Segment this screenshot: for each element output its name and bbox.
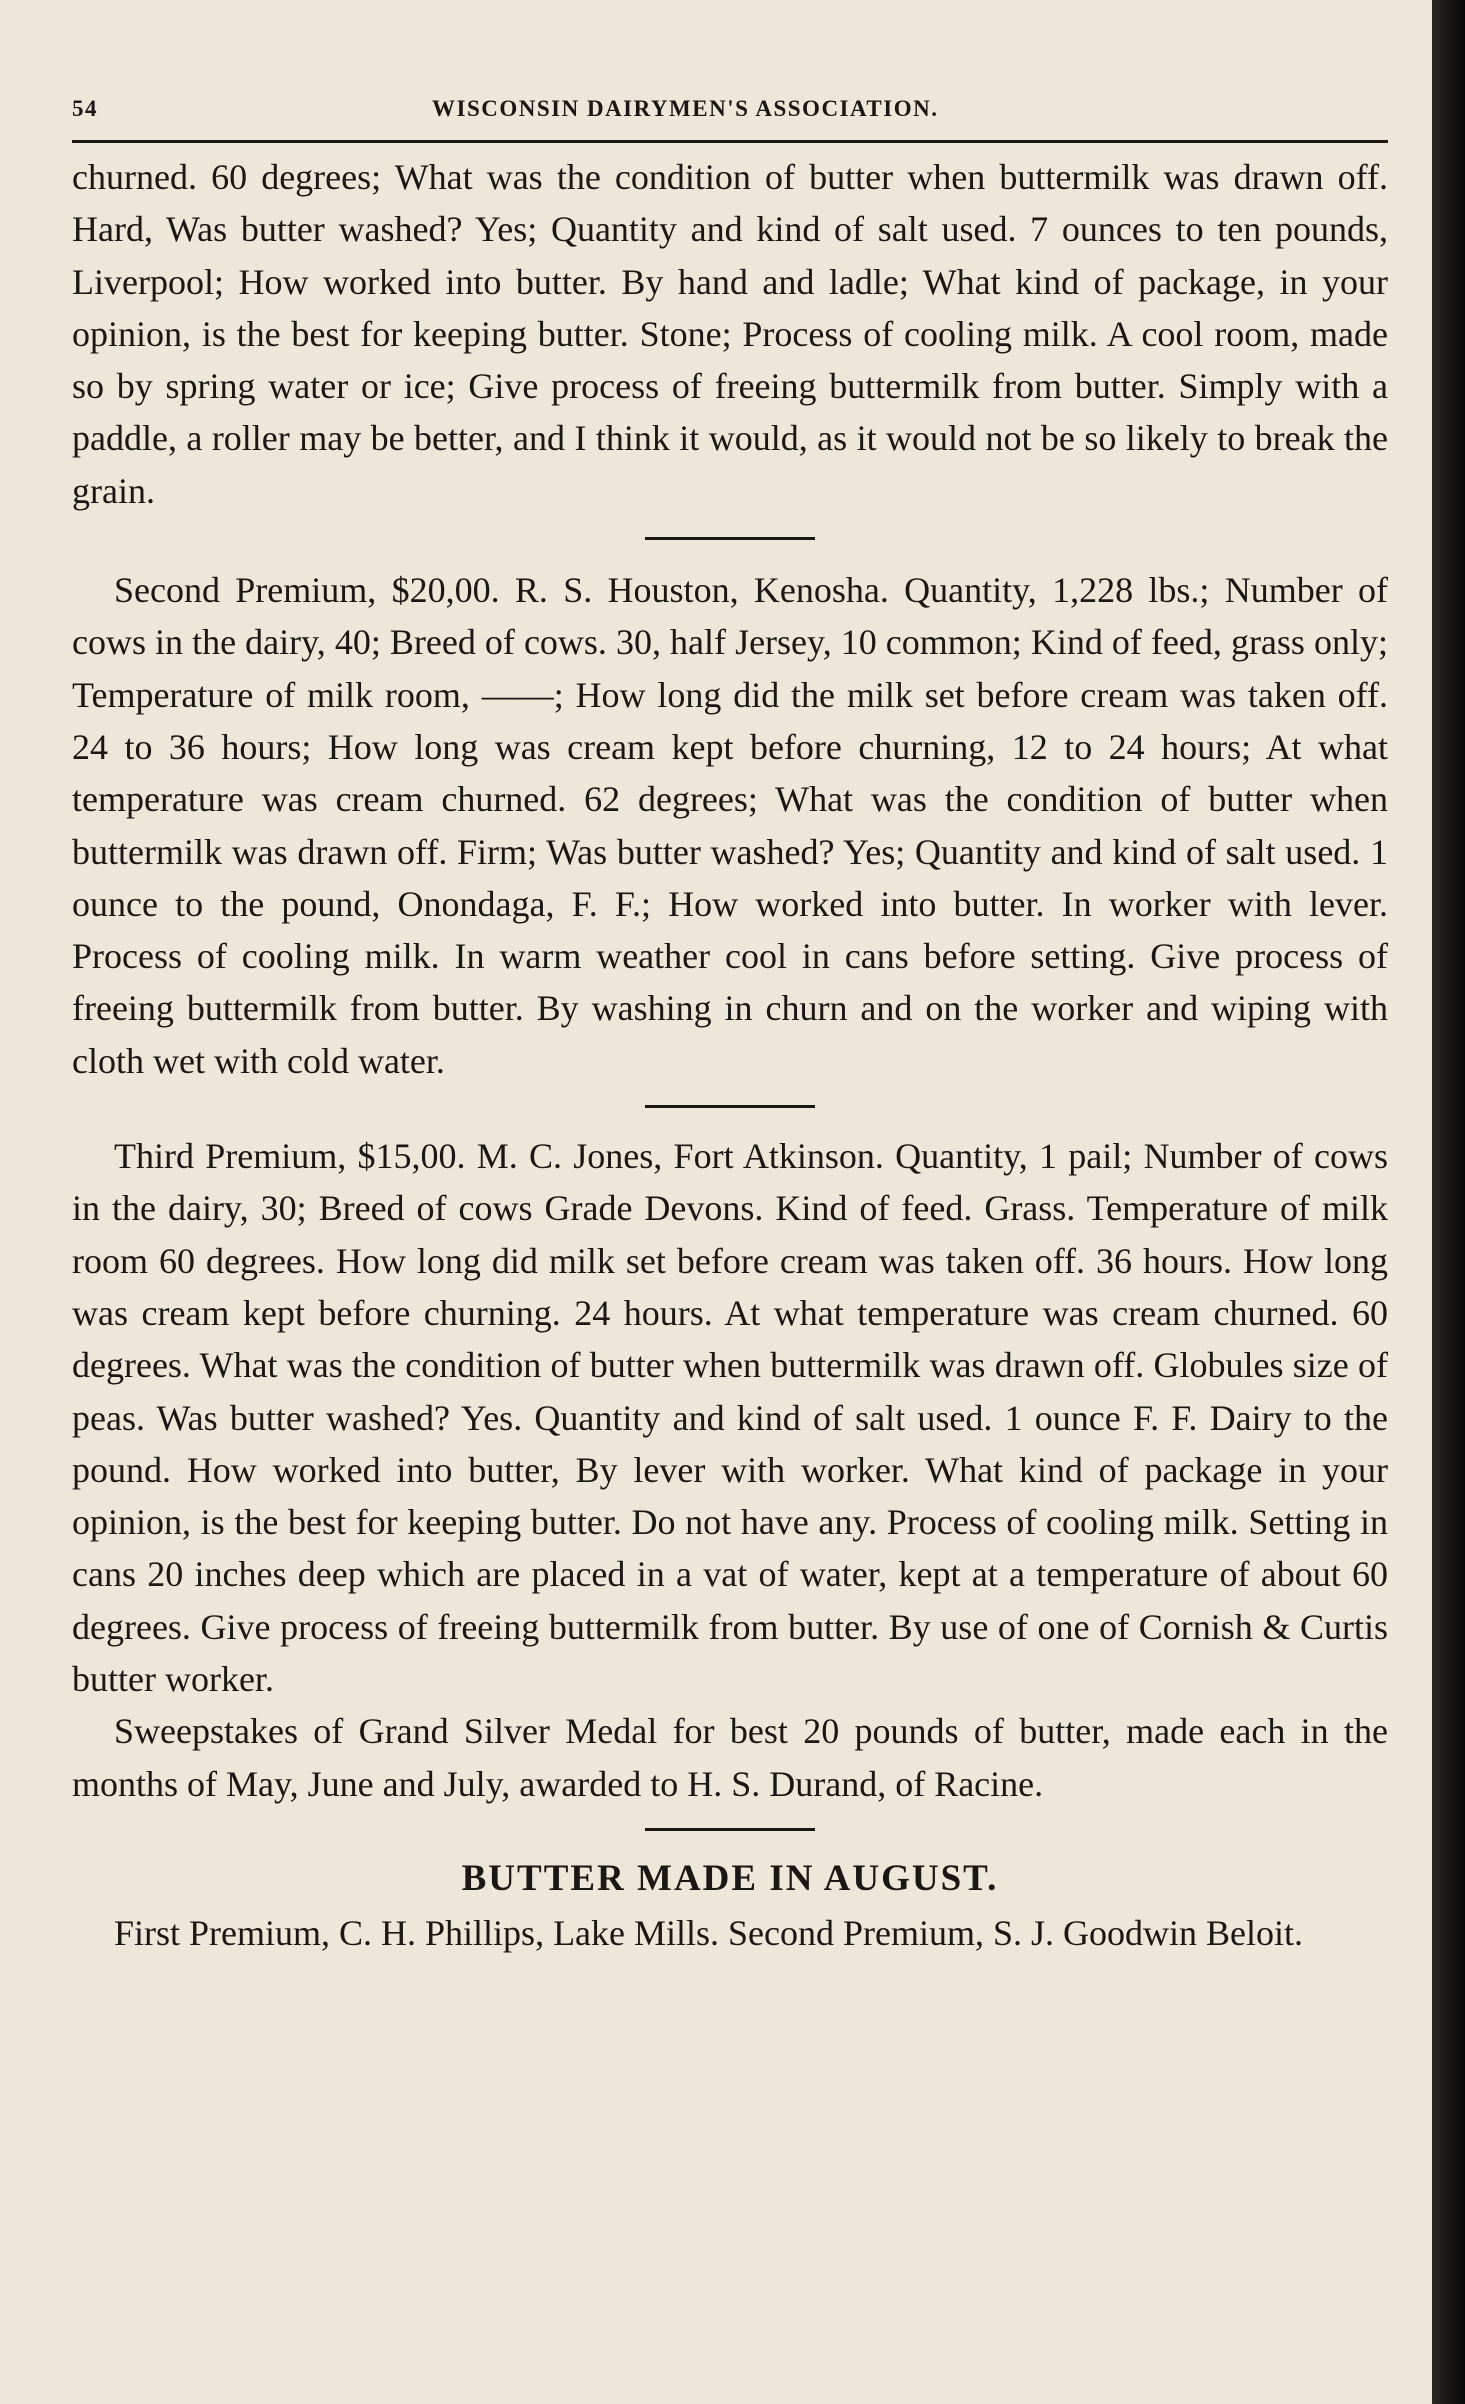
page-number: 54 <box>72 96 98 121</box>
paragraph-august-premiums: First Premium, C. H. Phillips, Lake Mills. Second Premium, S. J. Goodwin Beloit. <box>114 1912 1304 1953</box>
separator-rule <box>645 537 815 540</box>
running-title: WISCONSIN DAIRYMEN'S ASSOCIATION. <box>432 96 939 121</box>
running-head <box>72 84 1388 140</box>
paragraph-third-premium: Third Premium, $15,00. M. C. Jones, Fort Atkinson. Quantity, 1 pail; Number of cows in the dairy, 30; Breed of cows Grade Devons. Kind of feed. Grass. Temperature of milk room 60 degrees. How long did milk set before cream was taken off. 36 hours. How long was cream kept before churning. 24 hours. At what temperature was cream churned. 60 degrees. What was the condition of butter when buttermilk was drawn off. Globules size of peas. Was butter washed? Yes. Quantity and kind of salt used. 1 ounce F. F. Dairy to the pound. How worked into butter, By lever with worker. What kind of package in your opinion, is the best for keeping butter. Do not have any. Process of cooling milk. Setting in cans 20 inches deep which are placed in a vat of water, kept at a temperature of about 60 degrees. Give process of freeing buttermilk from butter. By use of one of Cornish & Curtis butter worker. <box>72 1136 1388 1700</box>
separator-rule <box>645 1828 815 1831</box>
paragraph-second-premium: Second Premium, $20,00. R. S. Houston, Kenosha. Quantity, 1,228 lbs.; Number of cows in the dairy, 40; Breed of cows. 30, half Jersey, 10 common; Kind of feed, grass only; Temperature of milk room, ——; How long did the milk set before cream was taken off. 24 to 36 hours; How long was cream kept before churning, 12 to 24 hours; At what temperature was cream churned. 62 degrees; What was the condition of butter when buttermilk was drawn off. Firm; Was butter washed? Yes; Quantity and kind of salt used. 1 ounce to the pound, Onondaga, F. F.; How worked into butter. In worker with lever. Process of cooling milk. In warm weather cool in cans before setting. Give process of freeing buttermilk from butter. By washing in churn and on the worker and wiping with cloth wet with cold water. <box>72 570 1388 1081</box>
paragraph-sweepstakes: Sweepstakes of Grand Silver Medal for best 20 pounds of butter, made each in the months of May, June and July, awarded to H. S. Durand, of Racine. <box>72 1711 1388 1804</box>
header-rule <box>72 140 1388 143</box>
page-content <box>72 84 1388 1959</box>
separator-rule <box>645 1105 815 1108</box>
section-heading: BUTTER MADE IN AUGUST. <box>461 1857 999 1899</box>
page-edge-shadow <box>1432 0 1465 2404</box>
paragraph-first-premium-continuation: churned. 60 degrees; What was the condition of butter when buttermilk was drawn off. Hard, Was butter washed? Yes; Quantity and kind of salt used. 7 ounces to ten pounds, Liverpool; How worked into butter. By hand and ladle; What kind of package, in your opinion, is the best for keeping butter. Stone; Process of cooling milk. A cool room, made so by spring water or ice; Give process of freeing buttermilk from butter. Simply with a paddle, a roller may be better, and I think it would, as it would not be so likely to break the grain. <box>72 157 1388 511</box>
